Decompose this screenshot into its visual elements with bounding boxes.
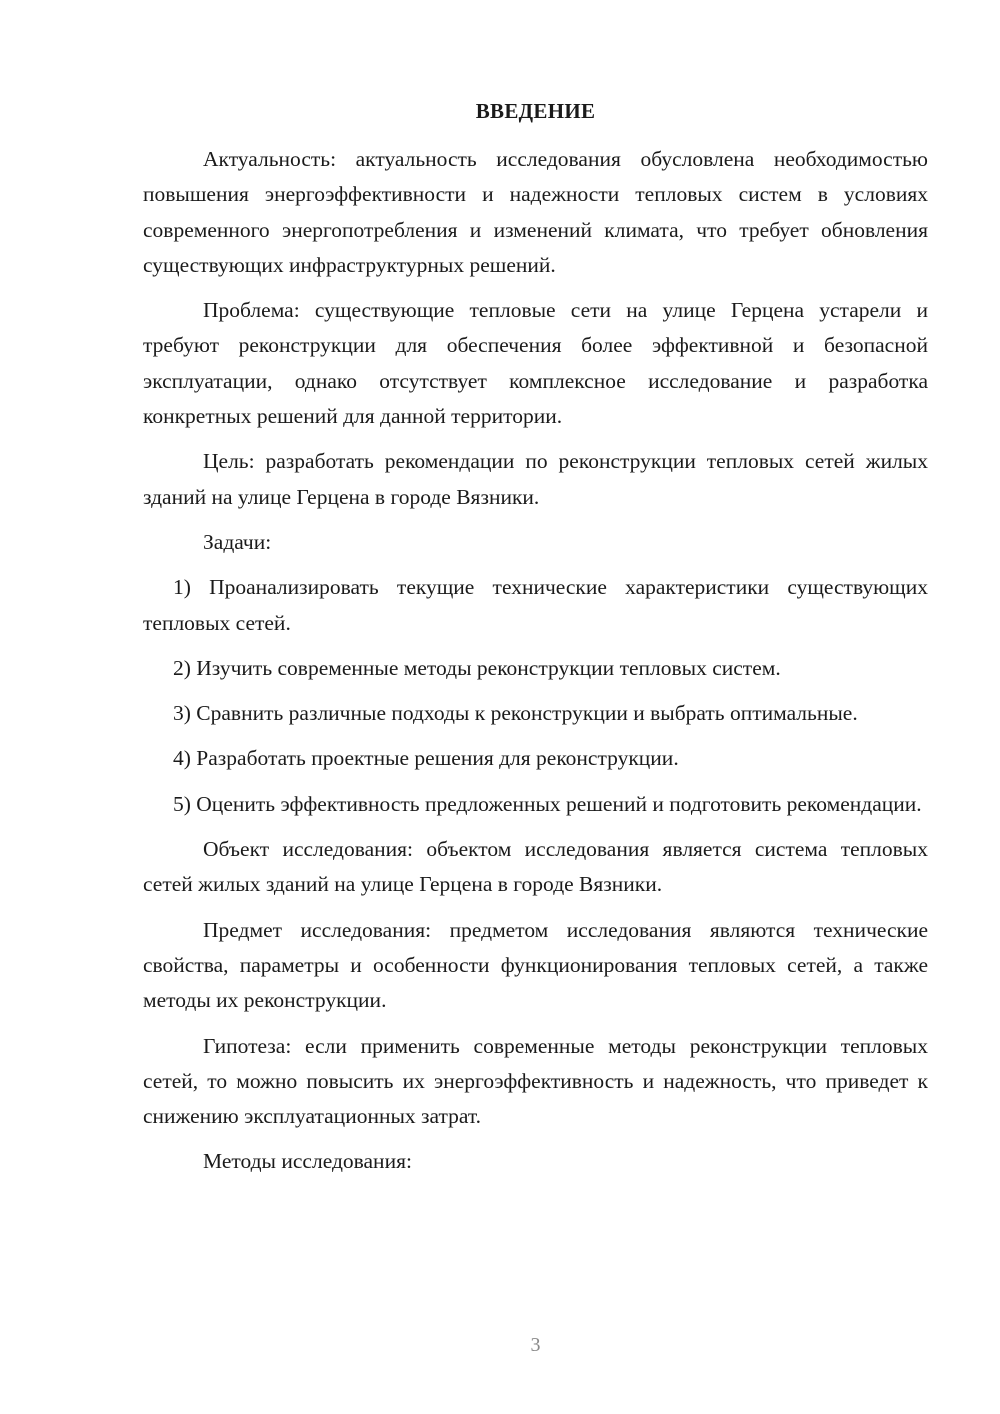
task-item-3: 3) Сравнить различные подходы к реконструкции и выбрать оптимальные. (173, 701, 858, 726)
paragraph-goal: Цель: разработать рекомендации по реконструкции тепловых сетей жилых зданий на улице Герцена в городе Вязники. (143, 449, 928, 509)
paragraph-methods: Методы исследования: (203, 1149, 412, 1174)
document-page (143, 0, 928, 1414)
paragraph-relevance: Актуальность: актуальность исследования обусловлена необходимостью повышения энергоэффективности и надежности тепловых систем в условиях современного энергопотребления и изменений климата, что требует обновления существующих инфраструктурных решений. (143, 147, 928, 277)
task-item-2: 2) Изучить современные методы реконструкции тепловых систем. (173, 655, 781, 680)
page-number: 3 (530, 1334, 541, 1356)
paragraph-hypothesis: Гипотеза: если применить современные методы реконструкции тепловых сетей, то можно повысить их энергоэффективность и надежность, что приведет к снижению эксплуатационных затрат. (143, 1033, 928, 1129)
paragraph-subject: Предмет исследования: предметом исследования являются технические свойства, параметры и особенности функционирования тепловых сетей, а также методы их реконструкции. (143, 917, 928, 1013)
task-item-1: 1) Проанализировать текущие технические характеристики существующих тепловых сетей. (143, 575, 928, 635)
paragraph-problem: Проблема: существующие тепловые сети на улице Герцена устарели и требуют реконструкции для обеспечения более эффективной и безопасной эксплуатации, однако отсутствует комплексное исследование и разработка конкретных решений для данной территории. (143, 298, 928, 429)
document-body (143, 142, 928, 1190)
task-item-4: 4) Разработать проектные решения для реконструкции. (173, 746, 679, 771)
paragraph-tasks-heading: Задачи: (203, 529, 272, 554)
paragraph-object: Объект исследования: объектом исследования является система тепловых сетей жилых зданий на улице Герцена в городе Вязники. (143, 837, 928, 897)
section-title: ВВЕДЕНИЕ (475, 99, 596, 123)
task-item-5: 5) Оценить эффективность предложенных решений и подготовить рекомендации. (173, 791, 922, 816)
